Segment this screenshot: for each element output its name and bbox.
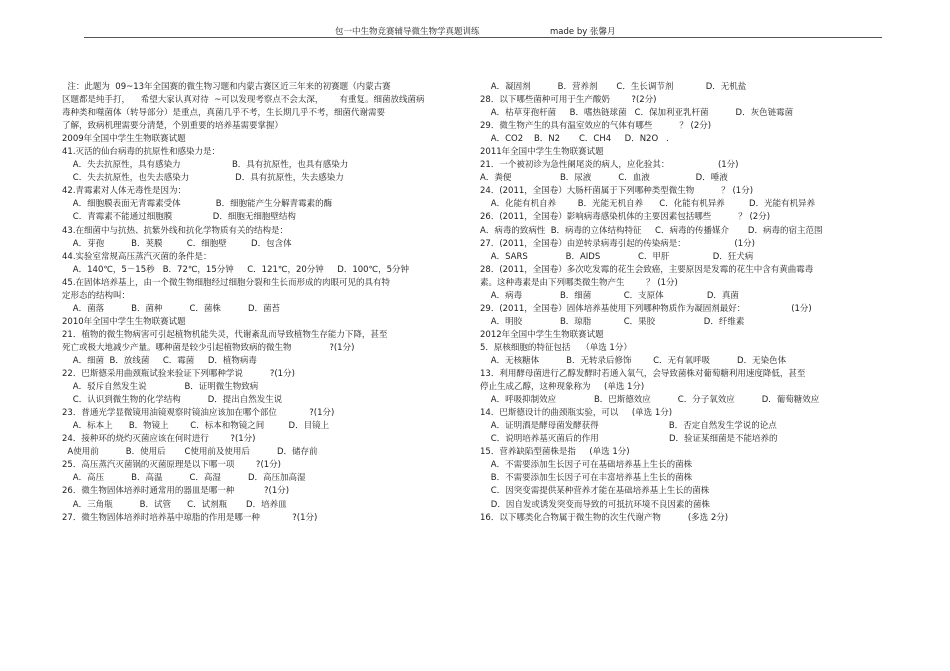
text-line: 2010年全国中学生生物联赛试题: [62, 316, 186, 327]
text-line: C．认识到微生物的化学结构 D．提出自然发生说: [62, 395, 283, 406]
text-line: A．标本上 B．物镜上 C．标本和物镜之间 D．目镜上: [62, 421, 330, 432]
header-title: 包一中生物竞赛辅导微生物学真题训练: [335, 27, 480, 37]
text-line: A．不需要添加生长因子可在基础培养基上生长的菌株: [480, 460, 693, 471]
header-rule: [84, 37, 882, 38]
text-line: 28．以下哪些菌种可用于生产酸奶 ?(2分): [480, 95, 657, 106]
text-line: A．三角瓶 B．试管 C．试剂瓶 D．培养皿: [62, 499, 287, 510]
text-line: C．失去抗原性，也失去感染力 D．具有抗原性，失去感染力: [62, 173, 344, 184]
text-line: 5．原核细胞的特征包括 （单选 1分）: [480, 342, 632, 353]
text-line: 定形态的结构叫：: [62, 290, 131, 301]
text-line: A．SARS B．AIDS C．甲肝 D．狂犬病: [480, 251, 754, 262]
text-line: A．140℃，5－15秒 B．72℃，15分钟 C．121℃，20分钟 D．100℃，5分钟: [62, 264, 409, 275]
text-line: A．证明酒是酵母菌发酵获得 B．否定自然发生学说的论点: [480, 421, 777, 432]
text-line: A．驳斥自然发生说 B．证明微生物致病: [62, 382, 259, 393]
text-line: A．芽孢 B．荚膜 C．细胞壁 D．包含体: [62, 238, 292, 249]
text-line: 23．普通光学显微镜用油镜观察时镜油应该加在哪个部位 ?(1分): [62, 408, 335, 419]
text-line: A．高压 B．高温 C．高湿 D．高压加高湿: [62, 473, 306, 484]
text-line: 26．微生物固体培养时通常用的器皿是哪一种 ?(1分): [62, 486, 290, 497]
text-line: 27．(2011，全国卷）由逆转录病毒引起的传染病是： (1分): [480, 238, 755, 249]
text-line: 25．高压蒸汽灭菌锅的灭菌原理是以下哪一项 ?(1分): [62, 460, 281, 471]
text-line: A．呼吸抑制效应 B．巴斯德效应 C．分子氧效应 D．葡萄糖效应: [480, 395, 820, 406]
text-line: 26．(2011，全国卷）影响病毒感染机体的主要因素包括哪些 ？ (2分): [480, 212, 771, 223]
text-line: 15．营养缺陷型菌株是指 (单选 1分): [480, 447, 630, 458]
text-line: 41.灭活的仙台病毒的抗原性和感染力是：: [62, 147, 221, 158]
text-line: A．细菌 B．放线菌 C．霉菌 D．植物病毒: [62, 355, 257, 366]
text-line: A．失去抗原性，具有感染力 B．具有抗原性，也具有感染力: [62, 160, 349, 171]
text-line: 21．一个被初诊为急性阑尾炎的病人，应化验其： (1分): [480, 160, 739, 171]
text-line: 毒种类和噬菌体（转导部分）是重点，真菌几乎不考，生长期几乎不考，细菌代谢需要: [62, 108, 386, 119]
text-line: 24．(2011，全国卷）大肠杆菌属于下列哪种类型微生物 ？ (1分): [480, 186, 754, 197]
text-line: A．凝固剂 B．营养剂 C．生长调节剂 D．无机盐: [480, 82, 747, 92]
text-line: 素。这种毒素是由下列哪类微生物产生 ？ (1分): [480, 277, 678, 288]
right-column: [480, 81, 880, 525]
text-line: 了解，致病机理需要分清楚，个别重要的培养基需要掌握）: [62, 121, 284, 132]
text-line: 2012年全国中学生生物联赛试题: [480, 329, 604, 340]
text-line: 44.实验室常规高压蒸汽灭菌的条件是：: [62, 251, 212, 262]
text-line: C．因突变需提供某种营养才能在基础培养基上生长的菌株: [480, 486, 710, 497]
text-line: A使用前 B．使用后 C使用前及使用后 D．储存前: [62, 447, 318, 458]
text-line: A．细胞膜表面无青霉素受体 B．细胞能产生分解青霉素的酶: [62, 199, 333, 210]
text-line: 注：此题为 09~13年全国赛的微生物习题和内蒙古赛区近三年来的初赛题（内蒙古赛: [62, 82, 391, 92]
text-line: A．CO2 B．N2 C．CH4 D．N2O .: [480, 134, 669, 145]
text-line: 14．巴斯德设计的曲颈瓶实验，可以 (单选 1分): [480, 408, 673, 419]
text-line: 2011年全国中学生生物联赛试题: [480, 147, 604, 158]
left-column: [62, 81, 452, 525]
text-line: 22．巴斯德采用曲颈瓶试验来验证下列哪种学说 ?(1分): [62, 369, 295, 380]
text-line: 29．微生物产生的具有温室效应的气体有哪些 ？ (2分): [480, 121, 712, 132]
text-line: A．无核糖体 B．无转录后修饰 C．无有氧呼吸 D．无染色体: [480, 355, 787, 366]
text-line: A．病毒 B．细菌 C．支原体 D．真菌: [480, 290, 739, 301]
text-line: A．菌落 B．菌种 C．菌株 D．菌苔: [62, 303, 280, 314]
text-line: 43.在细菌中与抗热、抗紫外线和抗化学物质有关的结构是：: [62, 225, 289, 236]
text-line: 停止生成乙醇，这种现象称为 (单选 1分): [480, 382, 645, 393]
text-line: A．病毒的致病性 B．病毒的立体结构特征 C．病毒的传播媒介 D．病毒的宿主范围: [480, 225, 823, 236]
text-line: B．不需要添加生长因子可在丰富培养基上生长的菌株: [480, 473, 693, 484]
text-line: C．青霉素不能通过细胞膜 D．细胞无细胞壁结构: [62, 212, 296, 223]
text-line: 2009年全国中学生生物联赛试题: [62, 134, 186, 145]
text-line: 29．(2011，全国卷）固体培养基使用下列哪种物质作为凝固剂最好： (1分): [480, 303, 812, 314]
text-line: A．枯草芽孢杆菌 B．嗜热链球菌 C．保加利亚乳杆菌 D．灰色链霉菌: [480, 108, 794, 119]
text-line: 24．接种环的烧灼灭菌应该在何时进行 ?(1分): [62, 434, 256, 445]
header-author: made by 张馨月: [550, 27, 616, 37]
text-line: A．粪便 B．尿液 C．血液 D．唾液: [480, 173, 728, 184]
text-line: C．说明培养基灭菌后的作用 D．验证某细菌是不能培养的: [480, 434, 778, 445]
text-line: 45.在固体培养基上，由一个微生物细胞经过细胞分裂和生长而形成的肉眼可见的具有特: [62, 277, 391, 288]
text-line: 27．微生物固体培养时培养基中琼脂的作用是哪一种 ?(1分): [62, 512, 318, 523]
text-line: A．明胶 B．琼脂 C．果胶 D．纤维素: [480, 316, 745, 327]
text-line: 28．(2011，全国卷）多次吃发霉的花生会致癌，主要原因是发霉的花生中含有黄曲霉毒: [480, 264, 814, 275]
text-line: 死亡或极大地减少产量。哪种菌是较少引起植物致病的微生物 ?(1分): [62, 342, 355, 353]
text-line: A．化能有机自养 B．光能无机自养 C．化能有机异养 D．光能有机异养: [480, 199, 816, 210]
text-line: 42.青霉素对人体无毒性是因为：: [62, 186, 187, 197]
page-header: [0, 23, 950, 37]
text-line: D．因自发或诱发突变而导致的可抵抗环境不良因素的菌株: [480, 499, 710, 510]
text-line: 13．利用酵母菌进行乙醇发酵时若通入氧气，会导致菌株对葡萄糖利用速度降低，甚至: [480, 369, 806, 380]
text-line: 区题都是纯手打， 希望大家认真对待 ~可以发现考察点不会太深， 有重复。细菌放线菌病: [62, 95, 425, 106]
text-line: 16．以下哪类化合物属于微生物的次生代谢产物 (多选 2分): [480, 512, 729, 523]
text-line: 21．植物的微生物病害可引起植物机能失灵，代谢紊乱而导致植物生存能力下降，甚至: [62, 329, 388, 340]
